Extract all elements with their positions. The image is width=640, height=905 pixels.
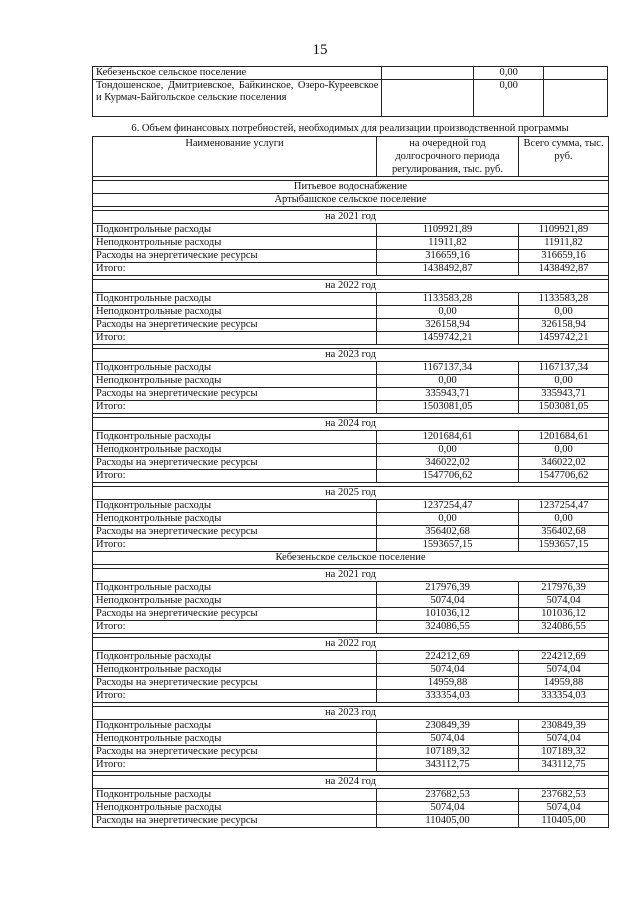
expense-name: Расходы на энергетические ресурсы: [93, 319, 377, 332]
table-row: [93, 431, 609, 444]
table-row: [93, 595, 609, 608]
year-row: [93, 349, 609, 362]
year-row: [93, 487, 609, 500]
total-value: 1547706,62: [519, 470, 609, 483]
year-label: на 2024 год: [93, 418, 609, 431]
year-row: [93, 211, 609, 224]
year-row: [93, 418, 609, 431]
table-row: [93, 444, 609, 457]
expense-name: Неподконтрольные расходы: [93, 375, 377, 388]
year-label: на 2023 год: [93, 349, 609, 362]
table-row: [93, 789, 609, 802]
next-year-value: 0,00: [377, 306, 519, 319]
table-row: [93, 733, 609, 746]
table-row: [93, 720, 609, 733]
total-value: 5074,04: [519, 664, 609, 677]
total-value: 101036,12: [519, 608, 609, 621]
table-row: [93, 690, 609, 703]
expense-name: Неподконтрольные расходы: [93, 664, 377, 677]
total-value: 1109921,89: [519, 224, 609, 237]
total-value: 1593657,15: [519, 539, 609, 552]
expense-name: Подконтрольные расходы: [93, 362, 377, 375]
next-year-value: 1459742,21: [377, 332, 519, 345]
total-value: 316659,16: [519, 250, 609, 263]
next-year-value: 5074,04: [377, 733, 519, 746]
table-row: [93, 237, 609, 250]
year-label: на 2022 год: [93, 280, 609, 293]
expense-name: Расходы на энергетические ресурсы: [93, 457, 377, 470]
next-year-value: 110405,00: [377, 815, 519, 828]
year-row: [93, 776, 609, 789]
next-year-value: 5074,04: [377, 664, 519, 677]
next-year-value: 0,00: [377, 375, 519, 388]
next-year-value: 346022,02: [377, 457, 519, 470]
total-value: 5074,04: [519, 595, 609, 608]
cell-value: 0,00: [474, 67, 544, 80]
expense-name: Подконтрольные расходы: [93, 651, 377, 664]
year-row: [93, 638, 609, 651]
service-type-row: [93, 181, 609, 194]
next-year-value: 101036,12: [377, 608, 519, 621]
next-year-value: 5074,04: [377, 802, 519, 815]
total-value: 346022,02: [519, 457, 609, 470]
table-row: [93, 470, 609, 483]
expense-name: Расходы на энергетические ресурсы: [93, 250, 377, 263]
table-row: [93, 401, 609, 414]
expense-name: Неподконтрольные расходы: [93, 733, 377, 746]
expense-name: Расходы на энергетические ресурсы: [93, 746, 377, 759]
year-label: на 2024 год: [93, 776, 609, 789]
next-year-value: 230849,39: [377, 720, 519, 733]
next-year-value: 1201684,61: [377, 431, 519, 444]
total-value: 230849,39: [519, 720, 609, 733]
expense-name: Подконтрольные расходы: [93, 789, 377, 802]
next-year-value: 324086,55: [377, 621, 519, 634]
expense-name: Подконтрольные расходы: [93, 500, 377, 513]
settlement-title: Кебезеньское сельское поселение: [93, 552, 609, 565]
table-row: [93, 608, 609, 621]
table-row: [93, 80, 608, 117]
expense-name: Неподконтрольные расходы: [93, 513, 377, 526]
table-row: [93, 526, 609, 539]
expense-name: Неподконтрольные расходы: [93, 237, 377, 250]
total-value: 324086,55: [519, 621, 609, 634]
cell-value: 0,00: [474, 80, 544, 117]
total-value: 110405,00: [519, 815, 609, 828]
total-value: 356402,68: [519, 526, 609, 539]
total-value: 1201684,61: [519, 431, 609, 444]
next-year-value: 1438492,87: [377, 263, 519, 276]
column-header-total: Всего сумма, тыс. руб.: [519, 137, 609, 177]
expense-name: Подконтрольные расходы: [93, 431, 377, 444]
next-year-value: 343112,75: [377, 759, 519, 772]
table-row: [93, 500, 609, 513]
table-header-row: [93, 137, 609, 177]
total-value: 0,00: [519, 306, 609, 319]
table-row: [93, 815, 609, 828]
table-row: [93, 651, 609, 664]
expense-name: Итого:: [93, 539, 377, 552]
next-year-value: 356402,68: [377, 526, 519, 539]
total-value: 326158,94: [519, 319, 609, 332]
table-row: [93, 677, 609, 690]
expense-name: Подконтрольные расходы: [93, 224, 377, 237]
expense-name: Расходы на энергетические ресурсы: [93, 388, 377, 401]
table-row: [93, 802, 609, 815]
expense-name: Подконтрольные расходы: [93, 720, 377, 733]
table-row: [93, 582, 609, 595]
expense-name: Итого:: [93, 263, 377, 276]
table-row: [93, 250, 609, 263]
table-row: [93, 388, 609, 401]
settlement-row: [93, 552, 609, 565]
next-year-value: 1593657,15: [377, 539, 519, 552]
expense-name: Неподконтрольные расходы: [93, 306, 377, 319]
table-row: [93, 375, 609, 388]
table-row: [93, 759, 609, 772]
next-year-value: 0,00: [377, 513, 519, 526]
top-continuation-table: [92, 66, 608, 117]
expense-name: Подконтрольные расходы: [93, 582, 377, 595]
total-value: 1237254,47: [519, 500, 609, 513]
expense-name: Подконтрольные расходы: [93, 293, 377, 306]
expense-name: Итого:: [93, 621, 377, 634]
service-type: Питьевое водоснабжение: [93, 181, 609, 194]
column-header-service: Наименование услуги: [93, 137, 377, 177]
settlement-name: Тондошенское, Дмитриевское, Байкинское, Озеро-Куреевское и Курмач-Байгольское сельские поселения: [93, 80, 382, 117]
table-row: [93, 332, 609, 345]
expense-name: Расходы на энергетические ресурсы: [93, 608, 377, 621]
year-label: на 2023 год: [93, 707, 609, 720]
total-value: 0,00: [519, 513, 609, 526]
total-value: 107189,32: [519, 746, 609, 759]
next-year-value: 217976,39: [377, 582, 519, 595]
table-row: [93, 319, 609, 332]
total-value: 0,00: [519, 444, 609, 457]
table-row: [93, 263, 609, 276]
expense-name: Неподконтрольные расходы: [93, 802, 377, 815]
table-row: [93, 67, 608, 80]
table-row: [93, 224, 609, 237]
total-value: 335943,71: [519, 388, 609, 401]
page-number: 15: [312, 42, 328, 58]
total-value: 1438492,87: [519, 263, 609, 276]
total-value: 224212,69: [519, 651, 609, 664]
total-value: 5074,04: [519, 802, 609, 815]
next-year-value: 1503081,05: [377, 401, 519, 414]
next-year-value: 1133583,28: [377, 293, 519, 306]
total-value: 217976,39: [519, 582, 609, 595]
next-year-value: 11911,82: [377, 237, 519, 250]
expense-name: Итого:: [93, 759, 377, 772]
next-year-value: 1237254,47: [377, 500, 519, 513]
next-year-value: 326158,94: [377, 319, 519, 332]
next-year-value: 333354,03: [377, 690, 519, 703]
table-row: [93, 621, 609, 634]
total-value: 1459742,21: [519, 332, 609, 345]
total-value: 333354,03: [519, 690, 609, 703]
expense-name: Итого:: [93, 690, 377, 703]
next-year-value: 335943,71: [377, 388, 519, 401]
next-year-value: 224212,69: [377, 651, 519, 664]
table-row: [93, 664, 609, 677]
total-value: 11911,82: [519, 237, 609, 250]
table-row: [93, 746, 609, 759]
section-title: 6. Объем финансовых потребностей, необходимых для реализации производственной программы: [131, 123, 569, 134]
expense-name: Итого:: [93, 332, 377, 345]
table-row: [93, 293, 609, 306]
total-value: 343112,75: [519, 759, 609, 772]
year-row: [93, 707, 609, 720]
next-year-value: 1167137,34: [377, 362, 519, 375]
year-row: [93, 280, 609, 293]
year-label: на 2022 год: [93, 638, 609, 651]
total-value: 237682,53: [519, 789, 609, 802]
settlement-name: Кебезеньское сельское поселение: [93, 67, 382, 80]
next-year-value: 316659,16: [377, 250, 519, 263]
total-value: 1133583,28: [519, 293, 609, 306]
total-value: 14959,88: [519, 677, 609, 690]
column-header-next-year: на очередной год долгосрочного периода регулирования, тыс. руб.: [377, 137, 519, 177]
table-row: [93, 539, 609, 552]
table-row: [93, 513, 609, 526]
financial-needs-table: [92, 136, 609, 828]
year-label: на 2021 год: [93, 569, 609, 582]
total-value: 1503081,05: [519, 401, 609, 414]
expense-name: Итого:: [93, 470, 377, 483]
table-row: [93, 362, 609, 375]
table-row: [93, 306, 609, 319]
next-year-value: 14959,88: [377, 677, 519, 690]
expense-name: Неподконтрольные расходы: [93, 595, 377, 608]
next-year-value: 237682,53: [377, 789, 519, 802]
year-row: [93, 569, 609, 582]
settlement-row: [93, 194, 609, 207]
next-year-value: 107189,32: [377, 746, 519, 759]
year-label: на 2025 год: [93, 487, 609, 500]
table-row: [93, 457, 609, 470]
total-value: 0,00: [519, 375, 609, 388]
next-year-value: 1109921,89: [377, 224, 519, 237]
expense-name: Неподконтрольные расходы: [93, 444, 377, 457]
settlement-title: Артыбашское сельское поселение: [93, 194, 609, 207]
next-year-value: 0,00: [377, 444, 519, 457]
year-label: на 2021 год: [93, 211, 609, 224]
total-value: 5074,04: [519, 733, 609, 746]
expense-name: Итого:: [93, 401, 377, 414]
total-value: 1167137,34: [519, 362, 609, 375]
next-year-value: 1547706,62: [377, 470, 519, 483]
expense-name: Расходы на энергетические ресурсы: [93, 526, 377, 539]
next-year-value: 5074,04: [377, 595, 519, 608]
expense-name: Расходы на энергетические ресурсы: [93, 815, 377, 828]
expense-name: Расходы на энергетические ресурсы: [93, 677, 377, 690]
